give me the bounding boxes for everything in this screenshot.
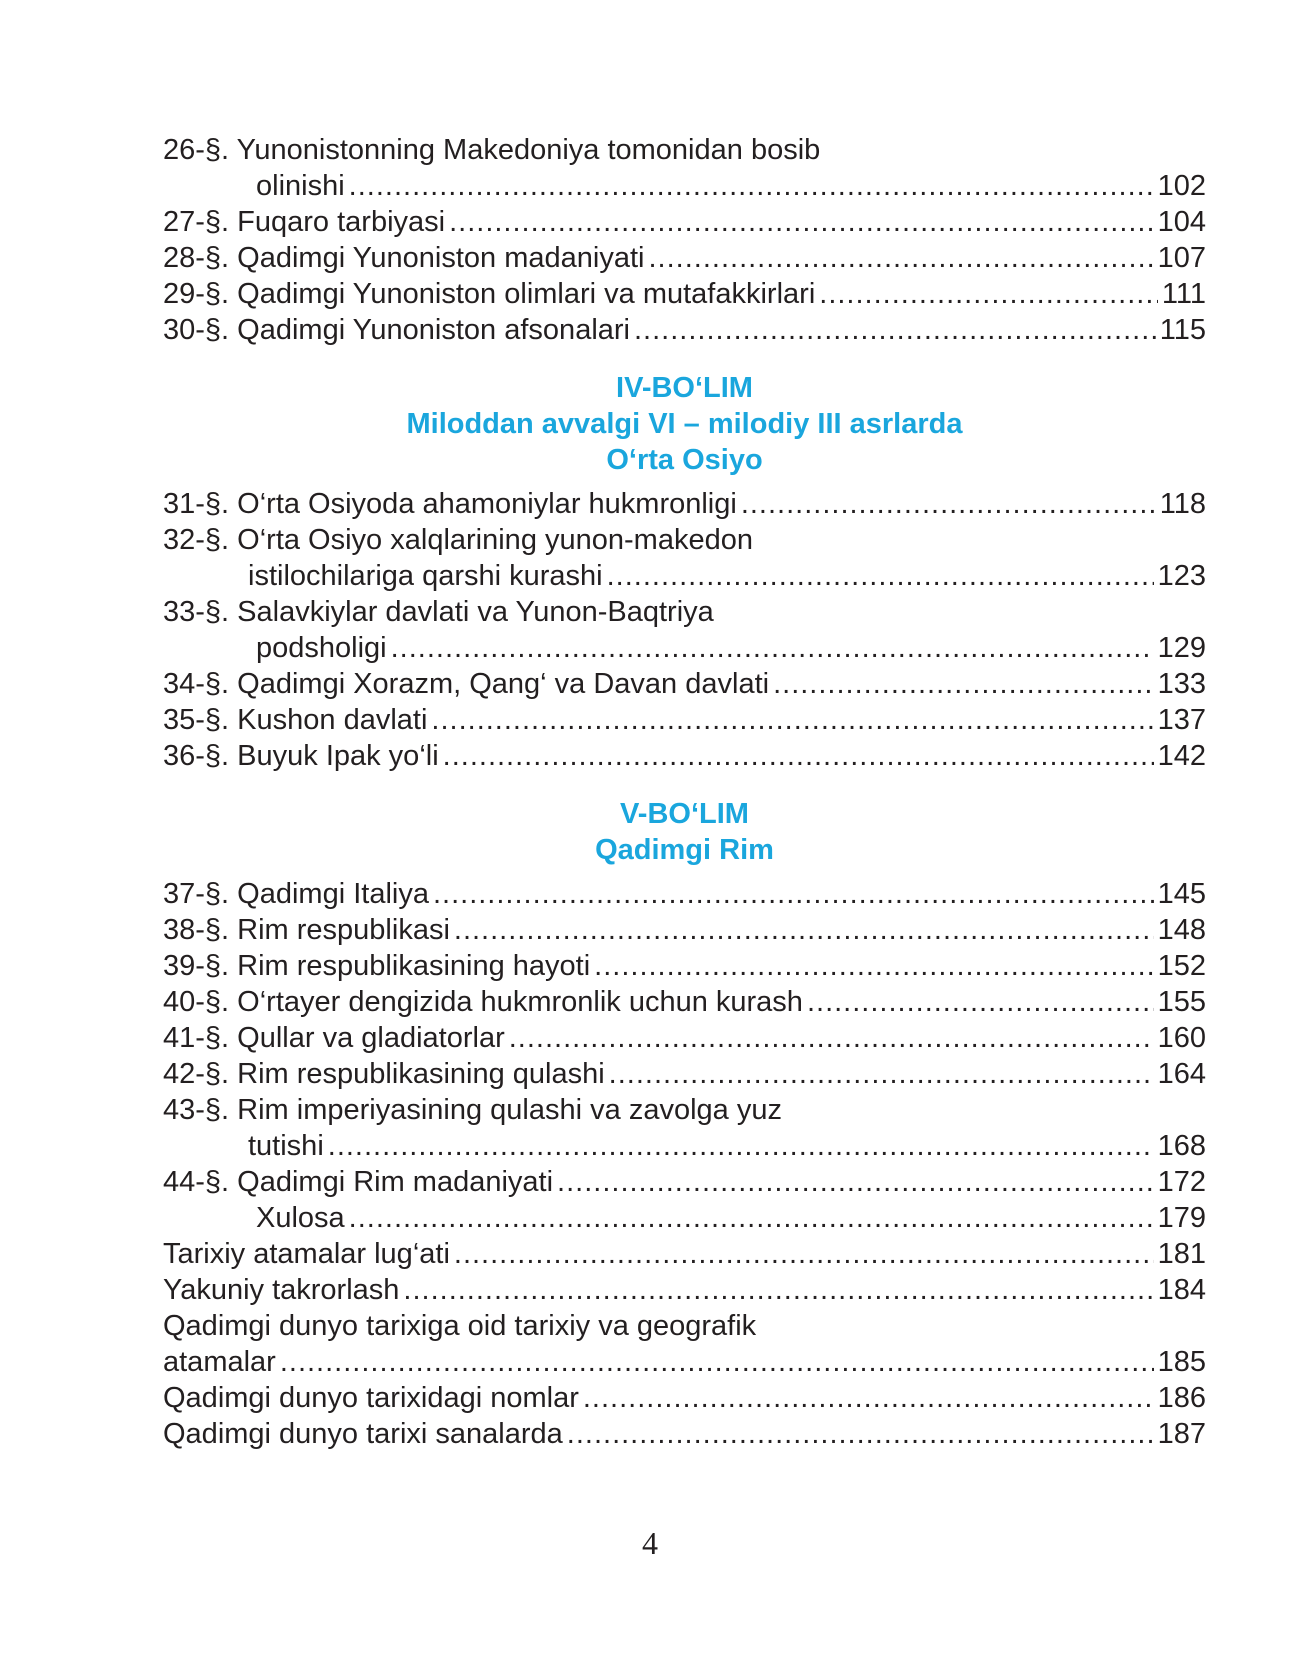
toc-entry-36 bbox=[163, 738, 1206, 774]
dot-leader bbox=[454, 1236, 1154, 1272]
toc-page-number: 168 bbox=[1157, 1130, 1206, 1162]
toc-entry-label: 41-§. Qullar va gladiatorlar bbox=[163, 1022, 505, 1054]
dot-leader bbox=[557, 1164, 1154, 1200]
toc-entry-29 bbox=[163, 276, 1206, 312]
toc-page-number: 148 bbox=[1157, 914, 1206, 946]
toc-entry-label: 27-§. Fuqaro tarbiyasi bbox=[163, 206, 446, 238]
section-title: V-BO‘LIM bbox=[620, 798, 749, 830]
toc-entry-label: Yakuniy takrorlash bbox=[163, 1274, 400, 1306]
toc-page-number: 186 bbox=[1157, 1382, 1206, 1414]
dot-leader bbox=[819, 276, 1158, 312]
toc-entry-review bbox=[163, 1272, 1206, 1308]
toc-page-number: 179 bbox=[1157, 1202, 1206, 1234]
section-heading-v bbox=[163, 796, 1206, 868]
toc-entry-28 bbox=[163, 240, 1206, 276]
toc-page-number: 160 bbox=[1157, 1022, 1206, 1054]
toc-entry-label: 37-§. Qadimgi Italiya bbox=[163, 878, 429, 910]
toc-entry-label: 31-§. O‘rta Osiyoda ahamoniylar hukmronligi bbox=[163, 488, 737, 520]
toc-entry-26 bbox=[163, 168, 1206, 204]
toc-entry-label: tutishi bbox=[248, 1130, 324, 1162]
page-number: 4 bbox=[642, 1525, 658, 1561]
dot-leader bbox=[609, 1056, 1154, 1092]
toc-page-number: 184 bbox=[1157, 1274, 1206, 1306]
dot-leader bbox=[607, 558, 1154, 594]
toc-page-number: 137 bbox=[1157, 704, 1206, 736]
toc-page-number: 107 bbox=[1157, 242, 1206, 274]
section-subtitle: Qadimgi Rim bbox=[595, 834, 774, 866]
toc-page-number: 133 bbox=[1157, 668, 1206, 700]
table-of-contents bbox=[163, 132, 1206, 1452]
toc-page-number: 152 bbox=[1157, 950, 1206, 982]
toc-entry-label: 44-§. Qadimgi Rim madaniyati bbox=[163, 1166, 554, 1198]
toc-entry-label: 26-§. Yunonistonning Makedoniya tomonidan bosib bbox=[163, 134, 821, 166]
toc-entry-names bbox=[163, 1380, 1206, 1416]
toc-page-number: 155 bbox=[1157, 986, 1206, 1018]
toc-entry-label: 30-§. Qadimgi Yunoniston afsonalari bbox=[163, 314, 630, 346]
toc-entry-41 bbox=[163, 1020, 1206, 1056]
dot-leader bbox=[567, 1416, 1154, 1452]
toc-entry-label: Qadimgi dunyo tarixi sanalarda bbox=[163, 1418, 563, 1450]
toc-page-number: 111 bbox=[1161, 278, 1206, 310]
dot-leader bbox=[509, 1020, 1154, 1056]
toc-entry-39 bbox=[163, 948, 1206, 984]
toc-page-number: 118 bbox=[1159, 488, 1206, 520]
toc-entry-dates bbox=[163, 1416, 1206, 1452]
section-title: IV-BO‘LIM bbox=[616, 372, 753, 404]
toc-entry-42 bbox=[163, 1056, 1206, 1092]
dot-leader bbox=[594, 948, 1153, 984]
toc-entry-33-heading bbox=[163, 594, 1206, 630]
toc-entry-32 bbox=[163, 558, 1206, 594]
toc-page-number: 102 bbox=[1157, 170, 1206, 202]
dot-leader bbox=[280, 1344, 1154, 1380]
toc-entry-label: Qadimgi dunyo tarixidagi nomlar bbox=[163, 1382, 579, 1414]
toc-entry-label: istilochilariga qarshi kurashi bbox=[248, 560, 603, 592]
toc-page-number: 181 bbox=[1157, 1238, 1206, 1270]
toc-entry-40 bbox=[163, 984, 1206, 1020]
dot-leader bbox=[741, 486, 1156, 522]
dot-leader bbox=[634, 312, 1156, 348]
toc-entry-label: 35-§. Kushon davlati bbox=[163, 704, 428, 736]
dot-leader bbox=[431, 702, 1153, 738]
dot-leader bbox=[443, 738, 1154, 774]
dot-leader bbox=[349, 1200, 1154, 1236]
toc-entry-label: Tarixiy atamalar lug‘ati bbox=[163, 1238, 450, 1270]
toc-entry-label: olinishi bbox=[256, 170, 345, 202]
toc-entry-27 bbox=[163, 204, 1206, 240]
dot-leader bbox=[449, 204, 1154, 240]
toc-entry-xulosa bbox=[163, 1200, 1206, 1236]
toc-entry-label: 32-§. O‘rta Osiyo xalqlarining yunon-makedon bbox=[163, 524, 753, 556]
toc-entry-label: 38-§. Rim respublikasi bbox=[163, 914, 450, 946]
toc-page-number: 145 bbox=[1157, 878, 1206, 910]
dot-leader bbox=[454, 912, 1154, 948]
toc-entry-terms-heading bbox=[163, 1308, 1206, 1344]
toc-entry-label: Qadimgi dunyo tarixiga oid tarixiy va geografik bbox=[163, 1310, 757, 1342]
toc-page-number: 123 bbox=[1157, 560, 1206, 592]
toc-entry-label: Xulosa bbox=[256, 1202, 345, 1234]
dot-leader bbox=[773, 666, 1154, 702]
toc-entry-label: 40-§. O‘rtayer dengizida hukmronlik uchun kurash bbox=[163, 986, 803, 1018]
toc-entry-44 bbox=[163, 1164, 1206, 1200]
toc-entry-label: 28-§. Qadimgi Yunoniston madaniyati bbox=[163, 242, 645, 274]
toc-entry-31 bbox=[163, 486, 1206, 522]
toc-entry-terms bbox=[163, 1344, 1206, 1380]
toc-entry-43-heading bbox=[163, 1092, 1206, 1128]
toc-entry-label: 33-§. Salavkiylar davlati va Yunon-Baqtriya bbox=[163, 596, 714, 628]
dot-leader bbox=[807, 984, 1154, 1020]
toc-entry-26-heading bbox=[163, 132, 1206, 168]
toc-entry-32-heading bbox=[163, 522, 1206, 558]
toc-entry-43 bbox=[163, 1128, 1206, 1164]
toc-entry-label: 29-§. Qadimgi Yunoniston olimlari va mutafakkirlari bbox=[163, 278, 816, 310]
toc-page-number: 142 bbox=[1157, 740, 1206, 772]
toc-page-number: 172 bbox=[1157, 1166, 1206, 1198]
toc-page-number: 115 bbox=[1159, 314, 1206, 346]
toc-entry-label: 39-§. Rim respublikasining hayoti bbox=[163, 950, 591, 982]
dot-leader bbox=[403, 1272, 1153, 1308]
toc-page-number: 185 bbox=[1157, 1346, 1206, 1378]
dot-leader bbox=[433, 876, 1154, 912]
toc-entry-label: 42-§. Rim respublikasining qulashi bbox=[163, 1058, 605, 1090]
toc-entry-30 bbox=[163, 312, 1206, 348]
toc-page-number: 129 bbox=[1157, 632, 1206, 664]
toc-page-number: 187 bbox=[1157, 1418, 1206, 1450]
toc-entry-label: 36-§. Buyuk Ipak yo‘li bbox=[163, 740, 439, 772]
toc-entry-label: podsholigi bbox=[256, 632, 387, 664]
section-heading-iv bbox=[163, 370, 1206, 478]
dot-leader bbox=[391, 630, 1154, 666]
toc-entry-35 bbox=[163, 702, 1206, 738]
section-subtitle: O‘rta Osiyo bbox=[606, 444, 763, 476]
toc-page-number: 104 bbox=[1157, 206, 1206, 238]
dot-leader bbox=[649, 240, 1154, 276]
toc-entry-33 bbox=[163, 630, 1206, 666]
dot-leader bbox=[349, 168, 1154, 204]
toc-entry-38 bbox=[163, 912, 1206, 948]
dot-leader bbox=[328, 1128, 1154, 1164]
toc-entry-label: atamalar bbox=[163, 1346, 276, 1378]
toc-entry-glossary bbox=[163, 1236, 1206, 1272]
toc-entry-label: 43-§. Rim imperiyasining qulashi va zavolga yuz bbox=[163, 1094, 782, 1126]
toc-entry-37 bbox=[163, 876, 1206, 912]
section-subtitle: Miloddan avvalgi VI – milodiy III asrlarda bbox=[406, 408, 963, 440]
toc-entry-34 bbox=[163, 666, 1206, 702]
toc-entry-label: 34-§. Qadimgi Xorazm, Qang‘ va Davan davlati bbox=[163, 668, 770, 700]
toc-page-number: 164 bbox=[1157, 1058, 1206, 1090]
dot-leader bbox=[583, 1380, 1154, 1416]
